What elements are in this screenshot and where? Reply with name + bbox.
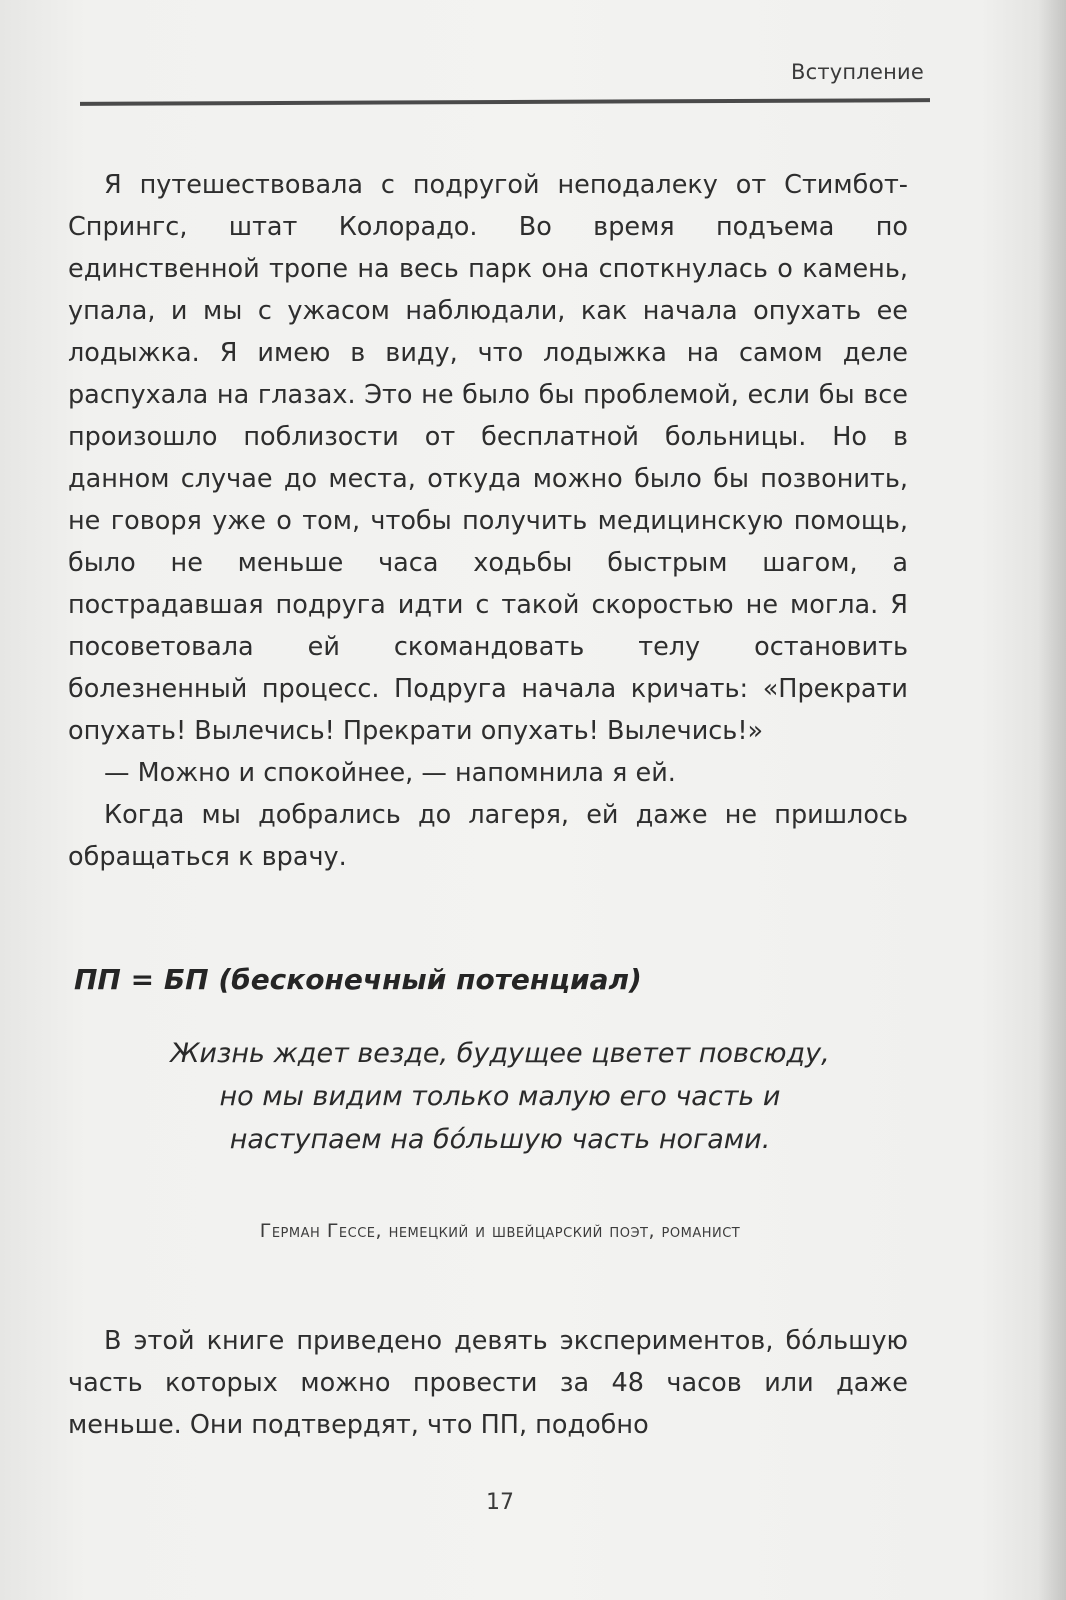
paragraph: — Можно и спокойнее, — напомнила я ей. <box>104 758 676 788</box>
page-number: 17 <box>486 1490 514 1515</box>
paragraph: Я путешествовала с подругой неподалеку от Стимбот-Спрингс, штат Колорадо. Во время подъема по единственной тропе на весь парк она споткнулась о камень, упала, и мы с ужасом наблюдали, как начала опухать ее лодыжка. Я имею в виду, что лодыжка на самом деле распухала на глазах. Это не было бы проблемой, если бы все произошло поблизости от бесплатной больницы. Но в данном случае до места, откуда можно было бы позвонить, не говоря уже о том, чтобы получить медицинскую помощь, было не меньше часа ходьбы быстрым шагом, а пострадавшая подруга идти с такой скоростью не могла. Я посоветовала ей скомандовать телу остановить болезненный процесс. Подруга начала кричать: «Прекрати опухать! Вылечись! Прекрати опухать! Вылечись!» <box>68 170 908 746</box>
header-rule <box>80 98 930 106</box>
epigraph-attribution: Герман Гессе, немецкий и швейцарский поэт, романист <box>259 1220 741 1242</box>
story-text-block <box>68 164 908 878</box>
section-heading: ПП = БП (бесконечный потенциал) <box>74 963 642 996</box>
intro-text-block <box>68 1320 908 1446</box>
paragraph: В этой книге приведено девять экспериментов, бóльшую часть которых можно провести за 48 часов или даже меньше. Они подтвердят, что ПП, подобно <box>68 1326 908 1440</box>
paragraph: Когда мы добрались до лагеря, ей даже не пришлось обращаться к врачу. <box>68 800 908 872</box>
epigraph-quote: Жизнь ждет везде, будущее цветет повсюду, но мы видим только малую его часть и наступаем на бóльшую часть ногами. <box>170 1038 830 1155</box>
running-head-title: Вступление <box>791 60 924 84</box>
